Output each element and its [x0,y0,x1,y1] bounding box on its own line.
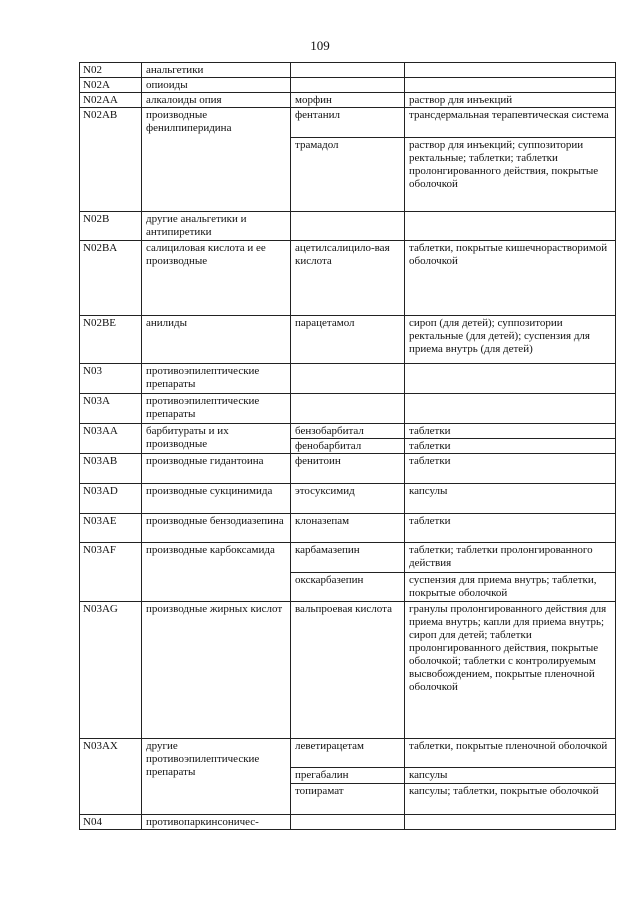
form-cell: раствор для инъекций [405,93,616,108]
drug-cell: клоназепам [291,514,405,543]
form-cell: капсулы; таблетки, покрытые оболочкой [405,784,616,815]
form-cell: таблетки [405,439,616,454]
table-row [80,63,616,78]
drug-cell [291,815,405,830]
group-cell: производные бензодиазепина [142,514,291,543]
atc-code-cell: N03AE [80,514,142,543]
atc-code-cell: N03AB [80,454,142,484]
form-cell: суспензия для приема внутрь; таблетки, покрытые оболочкой [405,573,616,602]
group-cell: производные карбоксамида [142,543,291,602]
table-row [80,454,616,484]
group-cell: противоэпилептические препараты [142,364,291,394]
atc-code-cell: N03 [80,364,142,394]
group-cell: другие анальгетики и антипиретики [142,212,291,241]
table-row [80,739,616,768]
form-cell: таблетки; таблетки пролонгированного действия [405,543,616,573]
table-row [80,93,616,108]
table-row [80,316,616,364]
drug-cell: фентанил [291,108,405,138]
form-cell [405,394,616,424]
table-row [80,543,616,573]
drug-cell: этосуксимид [291,484,405,514]
drug-cell [291,63,405,78]
group-cell: опиоиды [142,78,291,93]
drug-cell: окскарбазепин [291,573,405,602]
medication-table [79,62,616,830]
group-cell: производные сукцинимида [142,484,291,514]
form-cell [405,212,616,241]
form-cell: таблетки, покрытые пленочной оболочкой [405,739,616,768]
table-row [80,484,616,514]
table-row [80,424,616,439]
group-cell: производные гидантоина [142,454,291,484]
page-number: 109 [310,38,330,53]
form-cell: капсулы [405,484,616,514]
atc-code-cell: N02BE [80,316,142,364]
drug-cell: прегабалин [291,768,405,784]
table-row [80,394,616,424]
drug-cell: парацетамол [291,316,405,364]
drug-cell [291,212,405,241]
group-cell: производные фенилпиперидина [142,108,291,212]
atc-code-cell: N02BA [80,241,142,316]
drug-cell [291,364,405,394]
table-row [80,108,616,138]
group-cell: алкалоиды опия [142,93,291,108]
atc-code-cell: N02AB [80,108,142,212]
drug-cell: трамадол [291,138,405,212]
drug-cell: карбамазепин [291,543,405,573]
drug-cell: бензобарбитал [291,424,405,439]
atc-code-cell: N02B [80,212,142,241]
atc-code-cell: N03AD [80,484,142,514]
atc-code-cell: N03AX [80,739,142,815]
drug-cell: топирамат [291,784,405,815]
form-cell: трансдермальная терапевтическая система [405,108,616,138]
drug-cell: вальпроевая кислота [291,602,405,739]
form-cell: гранулы пролонгированного действия для приема внутрь; капли для приема внутрь; сироп для детей; таблетки пролонгированного действия, покрытые оболочкой; таблетки с контролируемым высвобождением, покрытые пленочной оболочкой [405,602,616,739]
atc-code-cell: N03AG [80,602,142,739]
drug-cell: фенитоин [291,454,405,484]
atc-code-cell: N03A [80,394,142,424]
form-cell: таблетки [405,424,616,439]
group-cell: производные жирных кислот [142,602,291,739]
form-cell [405,63,616,78]
table-row [80,364,616,394]
drug-cell: фенобарбитал [291,439,405,454]
group-cell: салициловая кислота и ее производные [142,241,291,316]
group-cell: другие противоэпилептические препараты [142,739,291,815]
atc-code-cell: N02 [80,63,142,78]
group-cell: анилиды [142,316,291,364]
table-row [80,241,616,316]
form-cell: раствор для инъекций; суппозитории ректальные; таблетки; таблетки пролонгированного действия, покрытые оболочкой [405,138,616,212]
table-row [80,78,616,93]
form-cell [405,815,616,830]
atc-code-cell: N02A [80,78,142,93]
form-cell: сироп (для детей); суппозитории ректальные (для детей); суспензия для приема внутрь (для детей) [405,316,616,364]
form-cell: таблетки [405,454,616,484]
table-row [80,514,616,543]
group-cell: противоэпилептические препараты [142,394,291,424]
table-row [80,815,616,830]
atc-code-cell: N02AA [80,93,142,108]
form-cell: капсулы [405,768,616,784]
drug-cell [291,78,405,93]
table-row [80,212,616,241]
form-cell: таблетки [405,514,616,543]
atc-code-cell: N04 [80,815,142,830]
form-cell: таблетки, покрытые кишечнорастворимой оболочкой [405,241,616,316]
atc-code-cell: N03AA [80,424,142,454]
table-row [80,602,616,739]
form-cell [405,364,616,394]
group-cell: противопаркинсоничес- [142,815,291,830]
group-cell: анальгетики [142,63,291,78]
drug-cell: ацетилсалицило-вая кислота [291,241,405,316]
drug-cell: морфин [291,93,405,108]
drug-cell: леветирацетам [291,739,405,768]
group-cell: барбитураты и их производные [142,424,291,454]
drug-cell [291,394,405,424]
form-cell [405,78,616,93]
atc-code-cell: N03AF [80,543,142,602]
